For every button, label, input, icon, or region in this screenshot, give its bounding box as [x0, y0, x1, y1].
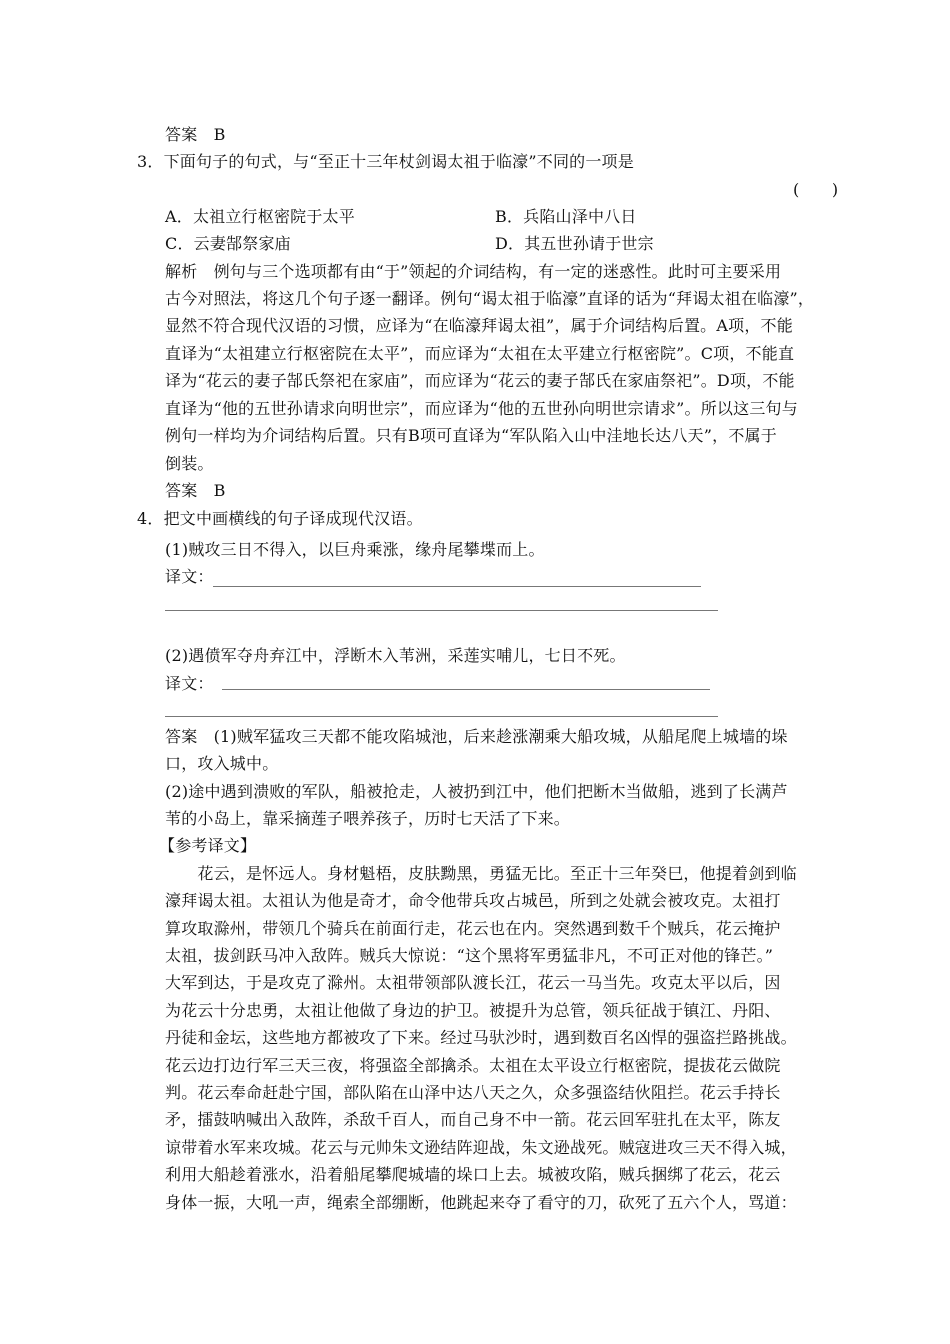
q3-option-a: A．太祖立行枢密院于太平 [165, 207, 355, 226]
q4-translation-label-2: 译文： [165, 674, 214, 693]
q4-stem: 4．把文中画横线的句子译成现代汉语。 [137, 509, 423, 528]
q3-analysis-line: 古今对照法，将这几个句子逐一翻译。例句“谒太祖于临濠”直译的话为“拜谒太祖在临濠”， [165, 289, 815, 308]
q3-analysis-line: 译为“花云的妻子郜氏祭祀在家庙”，而应译为“花云的妻子郜氏在家庙祭祀”。D项，不能 [165, 371, 795, 390]
q4-answer-line: (2)途中遇到溃败的军队，船被抢走，人被扔到江中，他们把断木当做船，逃到了长满芦 [165, 782, 788, 801]
q3-answer-blank: ( ) [793, 180, 839, 199]
reference-line: 太祖，拔剑跃马冲入敌阵。贼兵大惊说：“这个黑将军勇猛非凡，不可正对他的锋芒。” [165, 946, 774, 965]
answer-line [165, 610, 718, 611]
q2-answer: 答案 B [165, 125, 226, 144]
q4-sentence-1: (1)贼攻三日不得入，以巨舟乘涨，缘舟尾攀堞而上。 [165, 540, 545, 559]
q3-analysis-line: 倒装。 [165, 454, 214, 473]
reference-line: 丹徒和金坛，这些地方都被攻了下来。经过马驮沙时，遇到数百名凶悍的强盗拦路挑战。 [165, 1028, 797, 1047]
reference-line: 身体一振，大吼一声，绳索全部绷断，他跳起来夺了看守的刀，砍死了五六个人，骂道： [165, 1193, 797, 1212]
reference-line: 大军到达，于是攻克了滁州。太祖带领部队渡长江，花云一马当先。攻克太平以后，因 [165, 973, 781, 992]
reference-line: 算攻取滁州，带领几个骑兵在前面行走，花云也在内。突然遇到数千个贼兵，花云掩护 [165, 919, 781, 938]
q3-option-b: B．兵陷山泽中八日 [495, 207, 637, 226]
q3-option-c: C．云妻郜祭家庙 [165, 234, 291, 253]
reference-line: 为花云十分忠勇，太祖让他做了身边的护卫。被提升为总管，领兵征战于镇江、丹阳、 [165, 1001, 781, 1020]
reference-heading: 【参考译文】 [159, 836, 257, 855]
q4-sentence-2: (2)遇偾军夺舟弃江中，浮断木入苇洲，采莲实哺儿，七日不死。 [165, 646, 626, 665]
answer-line [222, 689, 710, 690]
q3-analysis-line: 直译为“他的五世孙请求向明世宗”，而应译为“他的五世孙向明世宗请求”。所以这三句与 [165, 399, 798, 418]
reference-line: 花云，是怀远人。身材魁梧，皮肤黝黑，勇猛无比。至正十三年癸巳，他提着剑到临 [165, 864, 797, 883]
answer-line [165, 716, 718, 717]
q3-stem: 3．下面句子的句式，与“至正十三年杖剑谒太祖于临濠”不同的一项是 [137, 152, 634, 171]
answer-line [213, 586, 701, 587]
q3-analysis-line: 例句一样均为介词结构后置。只有B项可直译为“军队陷入山中洼地长达八天”，不属于 [165, 426, 777, 445]
q4-answer-line: 口，攻入城中。 [165, 754, 279, 773]
q4-translation-label-1: 译文： [165, 567, 214, 586]
q3-answer: 答案 B [165, 481, 226, 500]
reference-line: 濠拜谒太祖。太祖认为他是奇才，命令他带兵攻占城邑，所到之处就会被攻克。太祖打 [165, 891, 781, 910]
q3-option-d: D．其五世孙请于世宗 [495, 234, 654, 253]
reference-line: 花云边打边行军三天三夜，将强盗全部擒杀。太祖在太平设立行枢密院，提拔花云做院 [165, 1056, 781, 1075]
q3-analysis-line: 显然不符合现代汉语的习惯，应译为“在临濠拜谒太祖”，属于介词结构后置。A项，不能 [165, 316, 793, 335]
q4-answer-line: 苇的小岛上，靠采摘莲子喂养孩子，历时七天活了下来。 [165, 809, 571, 828]
reference-line: 矛，擂鼓呐喊出入敌阵，杀敌千百人，而自己身不中一箭。花云回军驻扎在太平，陈友 [165, 1110, 781, 1129]
reference-line: 利用大船趁着涨水，沿着船尾攀爬城墙的垛口上去。城被攻陷，贼兵捆绑了花云，花云 [165, 1165, 781, 1184]
q3-analysis-line: 解析 例句与三个选项都有由“于”领起的介词结构，有一定的迷惑性。此时可主要采用 [165, 262, 782, 281]
reference-line: 谅带着水军来攻城。花云与元帅朱文逊结阵迎战，朱文逊战死。贼寇进攻三天不得入城， [165, 1138, 797, 1157]
reference-line: 判。花云奉命赶赴宁国，部队陷在山泽中达八天之久，众多强盗结伙阻拦。花云手持长 [165, 1083, 781, 1102]
q4-answer-line: 答案 (1)贼军猛攻三天都不能攻陷城池，后来趁涨潮乘大船攻城，从船尾爬上城墙的垛 [165, 727, 788, 746]
q3-analysis-line: 直译为“太祖建立行枢密院在太平”，而应译为“太祖在太平建立行枢密院”。C项，不能直 [165, 344, 795, 363]
